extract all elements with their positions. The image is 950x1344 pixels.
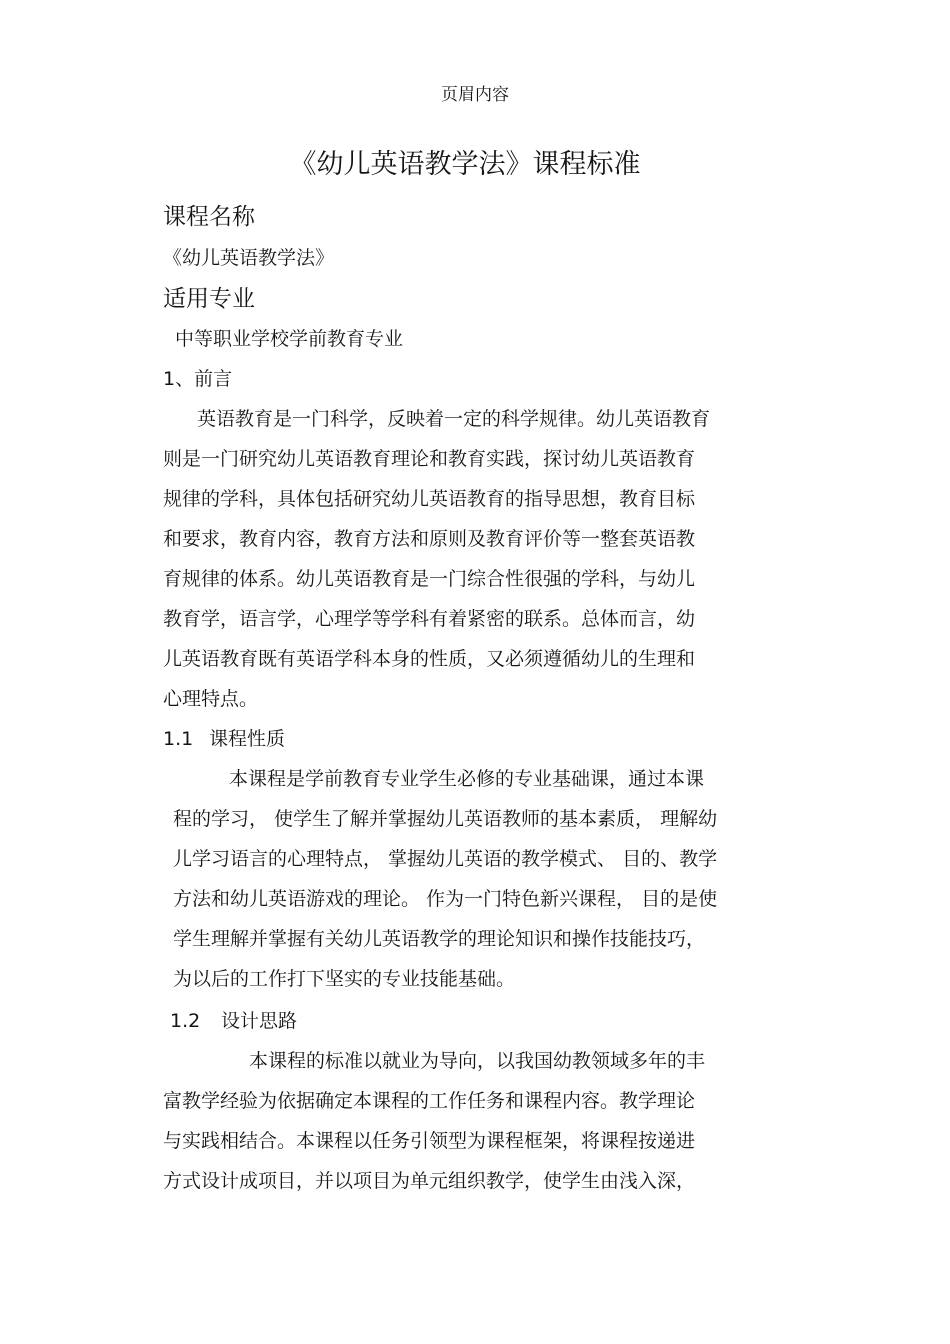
major-value: 中等职业学校学前教育专业 bbox=[175, 328, 404, 350]
section-1-1-line: 方法和幼儿英语游戏的理论。 作为一门特色新兴课程， 目的是使 bbox=[173, 888, 718, 910]
section-1-line: 规律的学科，具体包括研究幼儿英语教育的指导思想，教育目标 bbox=[163, 488, 696, 510]
section-1-2-heading bbox=[170, 1006, 297, 1033]
section-1-1-line: 程的学习， 使学生了解并掌握幼儿英语教师的基本素质， 理解幼 bbox=[173, 808, 718, 830]
section-1-1-line: 学生理解并掌握有关幼儿英语教学的理论知识和操作技能技巧， bbox=[173, 928, 706, 950]
section-1-line: 儿英语教育既有英语学科本身的性质，又必须遵循幼儿的生理和 bbox=[163, 648, 696, 670]
section-1-line: 英语教育是一门科学，反映着一定的科学规律。幼儿英语教育 bbox=[197, 408, 711, 430]
section-1-line: 和要求，教育内容，教育方法和原则及教育评价等一整套英语教 bbox=[163, 528, 696, 550]
page-header: 页眉内容 bbox=[441, 85, 509, 105]
section-number: 1.1 bbox=[163, 728, 194, 750]
section-1-line: 则是一门研究幼儿英语教育理论和教育实践，探讨幼儿英语教育 bbox=[163, 448, 696, 470]
section-number: 1.2 bbox=[170, 1010, 201, 1032]
section-1-line: 育规律的体系。幼儿英语教育是一门综合性很强的学科，与幼儿 bbox=[163, 568, 696, 590]
major-heading: 适用专业 bbox=[163, 286, 255, 312]
section-1-1-line: 为以后的工作打下坚实的专业技能基础。 bbox=[173, 968, 516, 990]
section-title: 设计思路 bbox=[221, 1010, 298, 1032]
section-1-heading: 1、前言 bbox=[163, 368, 233, 390]
section-1-1-line: 儿学习语言的心理特点， 掌握幼儿英语的教学模式、 目的、教学 bbox=[173, 848, 718, 870]
section-1-2-line: 方式设计成项目，并以项目为单元组织教学，使学生由浅入深， bbox=[163, 1170, 696, 1192]
course-name-value: 《幼儿英语教学法》 bbox=[163, 247, 335, 269]
course-name-heading: 课程名称 bbox=[163, 204, 255, 230]
document-title: 《幼儿英语教学法》课程标准 bbox=[289, 149, 641, 180]
section-1-2-line: 富教学经验为依据确定本课程的工作任务和课程内容。教学理论 bbox=[163, 1090, 696, 1112]
section-1-1-line: 本课程是学前教育专业学生必修的专业基础课，通过本课 bbox=[229, 768, 705, 790]
section-1-1-heading bbox=[163, 724, 285, 751]
section-1-2-line: 与实践相结合。本课程以任务引领型为课程框架，将课程按递进 bbox=[163, 1130, 696, 1152]
section-title: 课程性质 bbox=[209, 728, 286, 750]
section-1-line: 教育学，语言学，心理学等学科有着紧密的联系。总体而言，幼 bbox=[163, 608, 696, 630]
section-1-line: 心理特点。 bbox=[163, 688, 259, 710]
section-1-2-line: 本课程的标准以就业为导向，以我国幼教领域多年的丰 bbox=[249, 1050, 706, 1072]
